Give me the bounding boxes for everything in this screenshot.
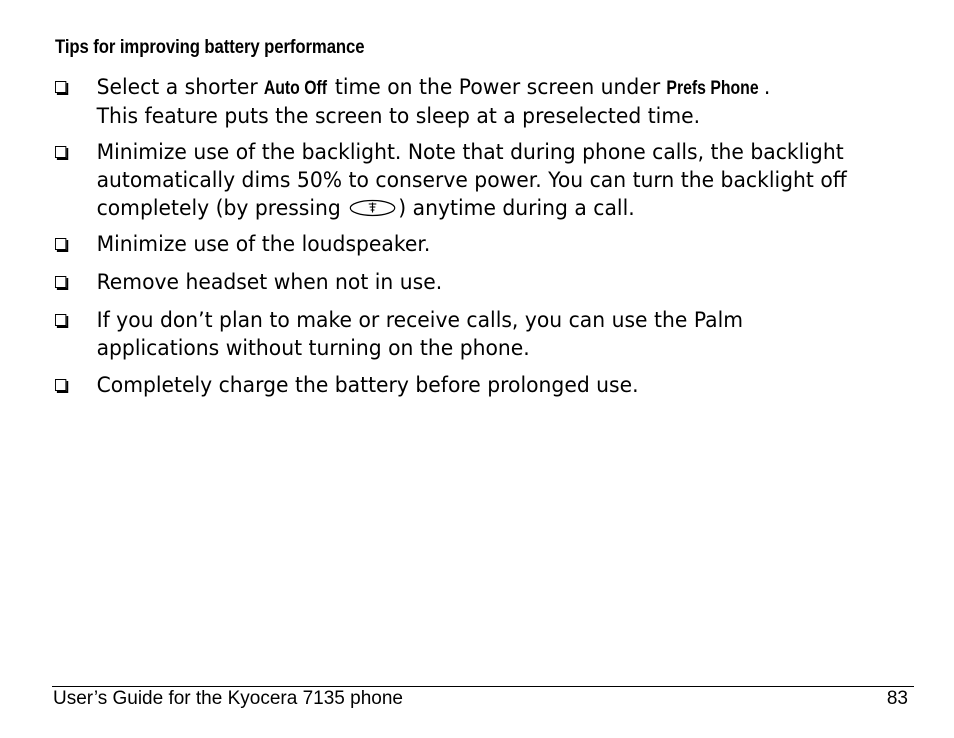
prefs-phone-term: Prefs Phone bbox=[666, 78, 759, 99]
tip-line: If you don’t plan to make or receive calls, you can use the Palm bbox=[96, 308, 744, 333]
checkbox-bullet-icon bbox=[55, 238, 66, 250]
tip-text: completely (by pressing bbox=[96, 196, 348, 221]
tip-text: Select a shorter bbox=[96, 75, 265, 100]
tip-text: time on the Power screen under bbox=[328, 75, 667, 100]
tip-text: ) anytime during a call. bbox=[398, 196, 635, 221]
checkbox-bullet-icon bbox=[55, 314, 66, 326]
backlight-key-icon bbox=[349, 199, 396, 217]
checkbox-bullet-icon bbox=[55, 81, 66, 93]
footer-divider bbox=[52, 686, 914, 687]
checkbox-bullet-icon bbox=[55, 276, 66, 288]
tip-line: Minimize use of the backlight. Note that during phone calls, the backlight bbox=[96, 140, 844, 165]
tip-item-charge bbox=[55, 372, 868, 400]
checkbox-bullet-icon bbox=[55, 146, 66, 158]
tip-item-auto-off bbox=[55, 74, 868, 131]
checkbox-bullet-icon bbox=[55, 379, 66, 391]
tip-line bbox=[97, 74, 868, 103]
tip-item-backlight bbox=[55, 139, 868, 223]
tip-line: Remove headset when not in use. bbox=[96, 270, 443, 295]
tip-line: This feature puts the screen to sleep at a preselected time. bbox=[96, 104, 701, 129]
footer-guide-title: User’s Guide for the Kyocera 7135 phone bbox=[53, 688, 403, 709]
tip-item-loudspeaker bbox=[55, 231, 868, 259]
section-heading: Tips for improving battery performance bbox=[55, 37, 365, 58]
tip-text: . bbox=[763, 75, 771, 100]
tip-item-headset bbox=[55, 269, 868, 297]
tip-line: applications without turning on the phone. bbox=[96, 336, 530, 361]
tip-line bbox=[97, 195, 868, 223]
tip-line: automatically dims 50% to conserve power. You can turn the backlight off bbox=[96, 168, 847, 193]
auto-off-term: Auto Off bbox=[264, 78, 328, 99]
page-number: 83 bbox=[886, 688, 908, 709]
tip-line: Minimize use of the loudspeaker. bbox=[96, 232, 431, 257]
tip-item-palm-apps bbox=[55, 307, 868, 363]
tip-line: Completely charge the battery before prolonged use. bbox=[96, 373, 639, 398]
